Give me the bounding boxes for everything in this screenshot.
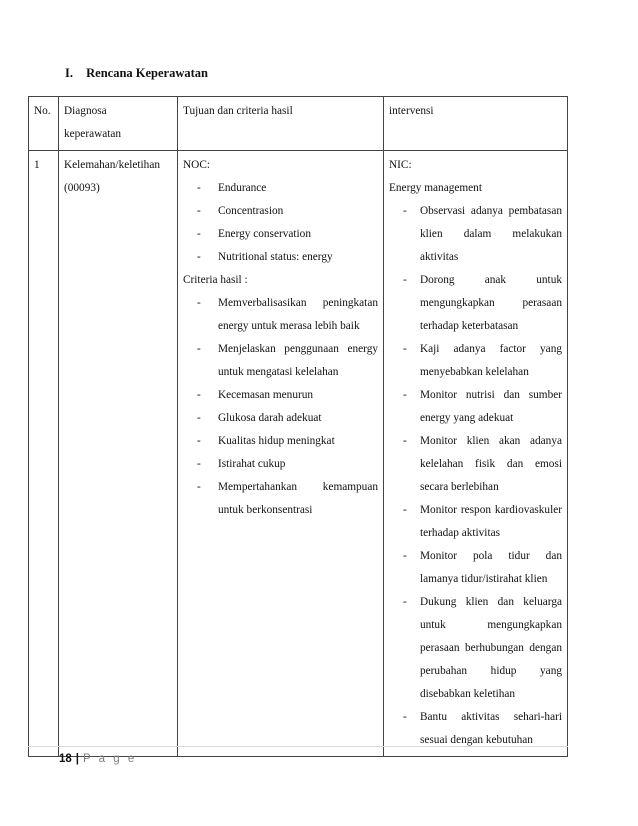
criteria-list	[183, 292, 378, 522]
section-title: Rencana Keperawatan	[86, 66, 208, 80]
outcome-cell	[178, 151, 384, 757]
criteria-item: - Glukosa darah adekuat	[183, 407, 378, 430]
page-number: 18	[59, 753, 72, 765]
diagnosis-code: (00093)	[64, 182, 100, 194]
header-no: No.	[29, 97, 59, 151]
nic-item: - Monitor klien akan adanya kelelahan fisik dan emosi secara berlebihan	[389, 430, 562, 499]
nic-item: - Bantu aktivitas sehari-hari sesuai dengan kebutuhan	[389, 706, 562, 752]
nic-label: NIC:	[389, 159, 412, 171]
noc-list	[183, 177, 378, 269]
diagnosis-text: Kelemahan/keletihan	[64, 159, 160, 171]
nic-item: - Monitor respon kardiovaskuler terhadap aktivitas	[389, 499, 562, 545]
page-label: P a g e	[83, 753, 137, 765]
section-number: I.	[65, 66, 73, 80]
nic-item: - Monitor nutrisi dan sumber energy yang adekuat	[389, 384, 562, 430]
page-separator: |	[75, 753, 80, 765]
header-tujuan: Tujuan dan criteria hasil	[178, 97, 384, 151]
nic-subtitle: Energy management	[389, 182, 482, 194]
noc-item: - Nutritional status: energy	[183, 246, 378, 269]
criteria-item: - Kecemasan menurun	[183, 384, 378, 407]
intervention-cell	[384, 151, 568, 757]
nic-list	[389, 200, 562, 752]
criteria-label: Criteria hasil :	[183, 274, 248, 286]
criteria-item: - Kualitas hidup meningkat	[183, 430, 378, 453]
nic-item: - Monitor pola tidur dan lamanya tidur/istirahat klien	[389, 545, 562, 591]
header-intervensi: intervensi	[384, 97, 568, 151]
header-diagnosa-line1: Diagnosa	[64, 105, 107, 117]
diagnosis-cell	[59, 151, 178, 757]
criteria-item: - Menjelaskan penggunaan energy untuk mengatasi kelelahan	[183, 338, 378, 384]
nic-item: - Dukung klien dan keluarga untuk mengungkapkan perasaan berhubungan dengan perubahan hidup yang disebabkan keletihan	[389, 591, 562, 706]
page-indicator	[59, 753, 137, 765]
nursing-plan-table	[28, 96, 568, 757]
noc-item: - Concentrasion	[183, 200, 378, 223]
criteria-item: - Memverbalisasikan peningkatan energy untuk merasa lebih baik	[183, 292, 378, 338]
table-header-row	[29, 97, 568, 151]
page-footer	[28, 746, 568, 777]
row-number: 1	[29, 151, 59, 757]
criteria-item: - Mempertahankan kemampuan untuk berkonsentrasi	[183, 476, 378, 522]
header-diagnosa	[59, 97, 178, 151]
noc-item: - Energy conservation	[183, 223, 378, 246]
header-diagnosa-line2: keperawatan	[64, 128, 122, 140]
criteria-item: - Istirahat cukup	[183, 453, 378, 476]
nic-item: - Kaji adanya factor yang menyebabkan kelelahan	[389, 338, 562, 384]
table-row	[29, 151, 568, 757]
noc-item: - Endurance	[183, 177, 378, 200]
nic-item: - Dorong anak untuk mengungkapkan perasaan terhadap keterbatasan	[389, 269, 562, 338]
section-heading	[65, 66, 208, 81]
noc-label: NOC:	[183, 159, 210, 171]
nic-item: - Observasi adanya pembatasan klien dalam melakukan aktivitas	[389, 200, 562, 269]
